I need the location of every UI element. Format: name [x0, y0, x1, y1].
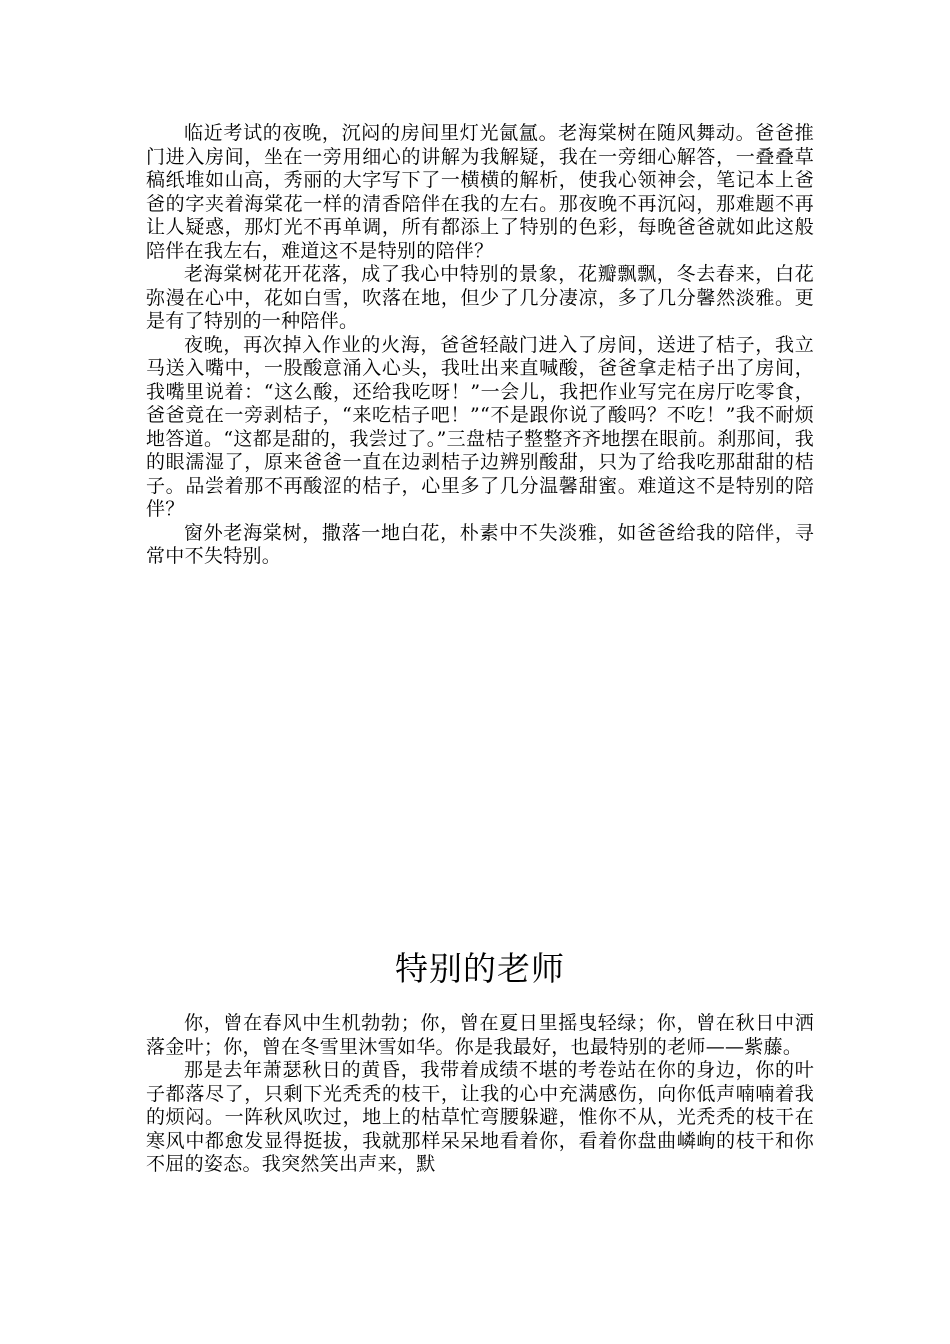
essay-1-paragraph-1: 临近考试的夜晚，沉闷的房间里灯光氤氲。老海棠树在随风舞动。爸爸推门进入房间，坐在一旁用细心的讲解为我解疑，我在一旁细心解答，一叠叠草稿纸堆如山高，秀丽的大字写下了一横横的解析，使我心领神会，笔记本上爸爸的字夹着海棠花一样的清香陪伴在我的左右。那夜晚不再沉闷，那难题不再让人疑惑，那灯光不再单调，所有都添上了特别的色彩，每晚爸爸就如此这般陪伴在我左右，难道这不是特别的陪伴？	[146, 122, 814, 262]
essay-1-paragraph-2: 老海棠树花开花落，成了我心中特别的景象，花瓣飘飘，冬去春来，白花弥漫在心中，花如白雪，吹落在地，但少了几分凄凉，多了几分馨然淡雅。更是有了特别的一种陪伴。	[146, 263, 814, 332]
essay-1-paragraph-3: 夜晚，再次掉入作业的火海，爸爸轻敲门进入了房间，送进了桔子，我立马送入嘴中，一股酸意涌入心头，我吐出来直喊酸，爸爸拿走桔子出了房间，我嘴里说着：“这么酸，还给我吃呀！”一会儿，我把作业写完在房厅吃零食，爸爸竟在一旁剥桔子，“来吃桔子吧！”“不是跟你说了酸吗？不吃！”我不耐烦地答道。“这都是甜的，我尝过了。”三盘桔子整整齐齐地摆在眼前。刹那间，我的眼濡湿了，原来爸爸一直在边剥桔子边辨别酸甜，只为了给我吃那甜甜的桔子。品尝着那不再酸涩的桔子，心里多了几分温馨甜蜜。难道这不是特别的陪伴？	[146, 333, 814, 520]
essay-2-paragraph-2: 那是去年萧瑟秋日的黄昏，我带着成绩不堪的考卷站在你的身边，你的叶子都落尽了，只剩下光秃秃的枝干，让我的心中充满感伤，向你低声喃喃着我的烦闷。一阵秋风吹过，地上的枯草忙弯腰躲避，惟你不从，光秃秃的枝干在寒风中都愈发显得挺拔，我就那样呆呆地看着你，看着你盘曲嶙峋的枝干和你不屈的姿态。我突然笑出声来，默	[146, 1059, 814, 1175]
essay-1-paragraph-4: 窗外老海棠树，撒落一地白花，朴素中不失淡雅，如爸爸给我的陪伴，寻常中不失特别。	[146, 521, 814, 567]
essay-2-title: 特别的老师	[395, 949, 565, 988]
essay-1-body	[146, 122, 814, 569]
essay-2-body	[146, 1012, 814, 1177]
essay-2-paragraph-1: 你，曾在春风中生机勃勃；你，曾在夏日里摇曳轻绿；你，曾在秋日中洒落金叶；你，曾在冬雪里沐雪如华。你是我最好，也最特别的老师——紫藤。	[146, 1012, 814, 1058]
